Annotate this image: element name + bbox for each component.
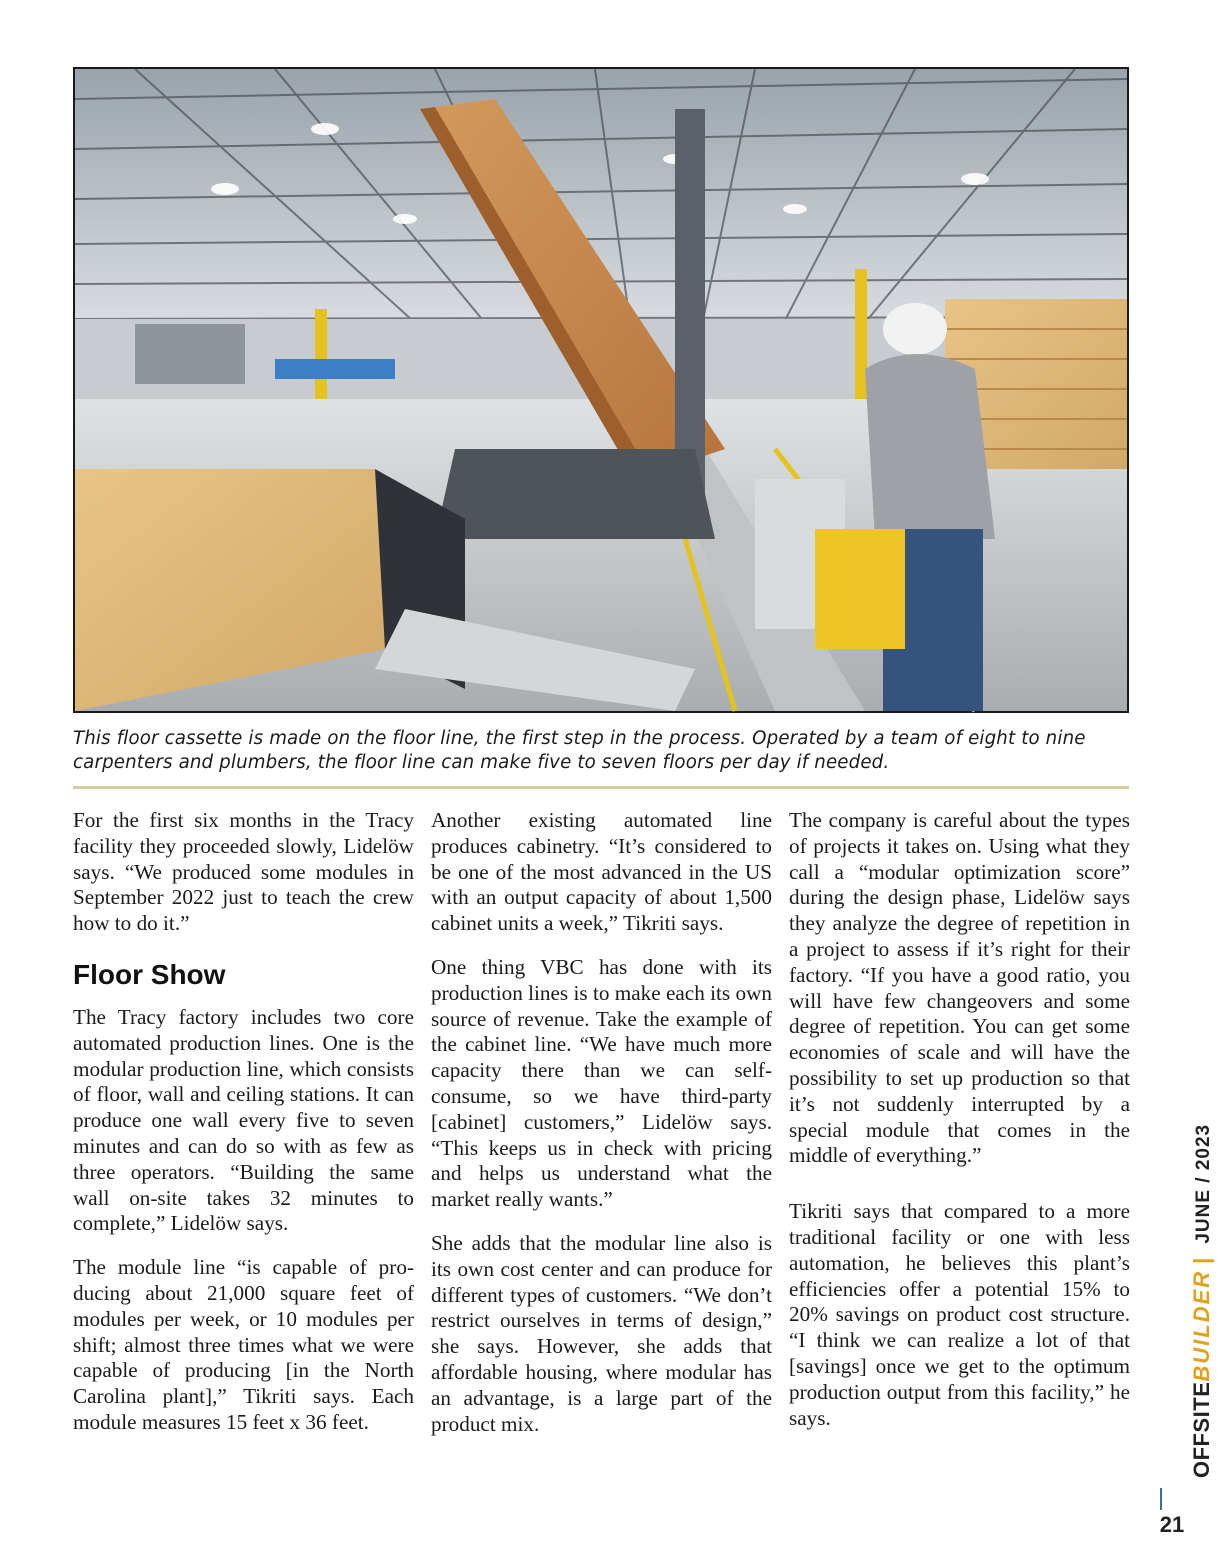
paragraph: Tikriti says that compared to a more traditional facility or one with less automation, he believes this plant’s efficiencies offer a potential 15% to 20% savings on product cost structure. “I think we can realize a lot of that [savings] once we get to the optimum production output from this facility,” he says. bbox=[789, 1199, 1130, 1430]
factory-photo bbox=[73, 67, 1129, 713]
article-column-2 bbox=[431, 808, 772, 1455]
photo-caption: This floor cassette is made on the floor line, the first step in the process. Operated by a team of eight to nine carpenters and plumbers, the floor line can make five to seven floors per day if needed. bbox=[73, 728, 1086, 773]
folio-rule bbox=[1160, 1488, 1162, 1510]
caption-divider bbox=[73, 786, 1129, 789]
section-heading: Floor Show bbox=[73, 958, 226, 990]
factory-floor-illustration bbox=[75, 69, 1127, 711]
magazine-name-part2: BUILDER bbox=[1189, 1269, 1214, 1382]
article-column-1 bbox=[73, 808, 414, 1454]
issue-date: JUNE / 2023 bbox=[1193, 1123, 1214, 1244]
magazine-folio bbox=[1188, 1124, 1218, 1478]
paragraph: One thing VBC has done with its production lines is to make each its own source of revenue. Take the example of the cabinet line. “We have much more capacity there than we can self-consume, so we have third-party [cabinet] customers,” Lidelöw says. “This keeps us in check with pricing and helps us understand what the market really wants.” bbox=[431, 954, 772, 1212]
magazine-name-part1: OFFSITE bbox=[1189, 1381, 1214, 1478]
folio-separator: | bbox=[1189, 1257, 1214, 1264]
page-number: 21 bbox=[1159, 1512, 1185, 1537]
article-column-3 bbox=[789, 808, 1130, 1449]
paragraph: She adds that the modular line also is its own cost center and can produce for different types of customers. “We don’t restrict ourselves in terms of design,” she says. However, she adds that affordable housing, where modular has an advantage, is a large part of the product mix. bbox=[431, 1230, 772, 1436]
paragraph: The company is careful about the types of projects it takes on. Using what they call a “modular optimization score” during the design phase, Lidelöw says they analyze the degree of repetition in a project to assess if it’s right for their factory. “If you have a good ratio, you will have few changeovers and some degree of repetition. You can get some economies of scale and will have the possibility to set up production so that it’s not suddenly interrupted by a special module that comes in the middle of everything.” bbox=[789, 808, 1130, 1168]
paragraph: Another existing automated line produces cabinetry. “It’s considered to be one of the most advanced in the US with an output capacity of about 1,500 cabinet units a week,” Tikriti says. bbox=[431, 808, 772, 936]
paragraph: The Tracy factory includes two core automated production lines. One is the modular production line, which consists of floor, wall and ceiling stations. It can produce one wall every five to seven minutes and can do so with as few as three operators. “Building the same wall on-site takes 32 minutes to complete,” Lidelöw says. bbox=[73, 1004, 414, 1236]
paragraph: For the first six months in the Tracy facility they proceeded slowly, Lidelöw says. “We produced some modules in September 2022 just to teach the crew how to do it.” bbox=[73, 808, 414, 936]
paragraph: The module line “is capable of producing about 21,000 square feet of modules per week, or 10 modules per shift; almost three times what we were capable of producing [in the North Carolina plant],” Tikriti says. Each module measures 15 feet x 36 feet. bbox=[73, 1255, 414, 1434]
